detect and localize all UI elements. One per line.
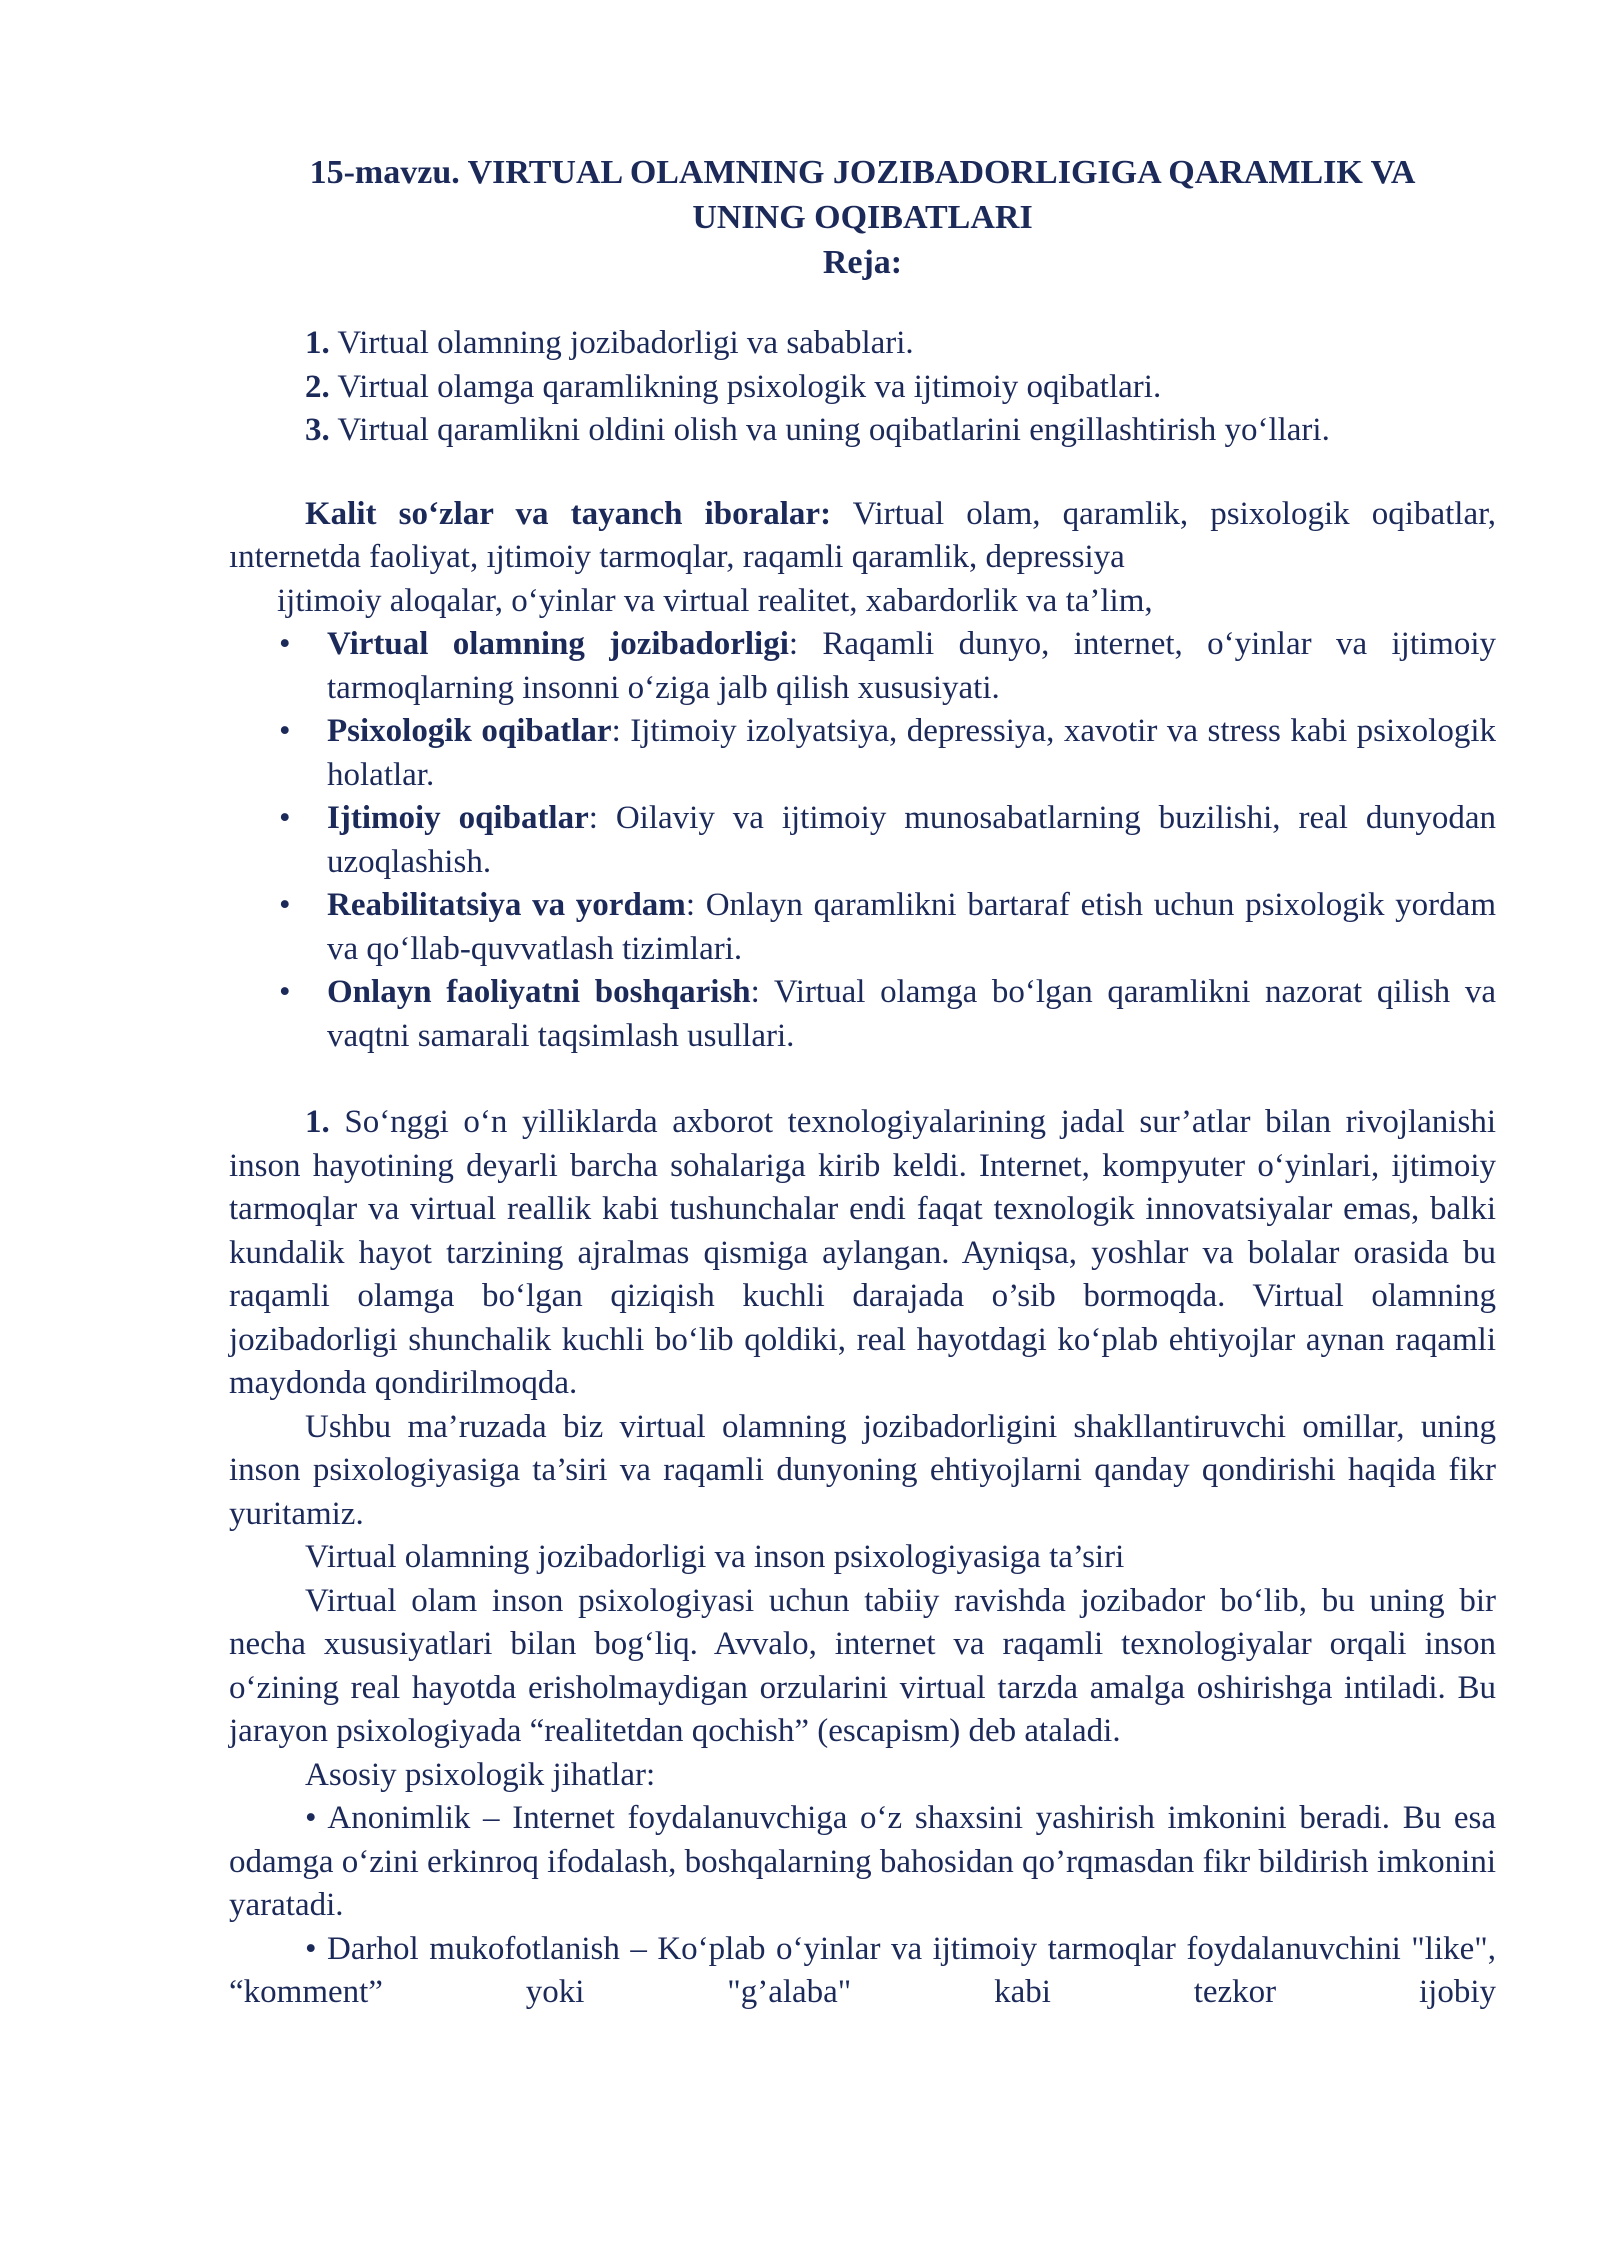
- definition-text: : Onlayn qaramlikni bartaraf etish uchun psixologik yordam va qo‘llab-quvvatlash tizimlari.: [327, 887, 1496, 967]
- definition-item: [229, 623, 1496, 710]
- section-heading: Virtual olamning jozibadorligi va inson psixologiyasiga ta’siri: [305, 1539, 1125, 1575]
- definition-term: Onlayn faoliyatni boshqarish: [327, 974, 751, 1010]
- definition-term: Ijtimoiy oqibatlar: [327, 800, 589, 836]
- plan-item: [305, 322, 1496, 366]
- plan-item: [305, 409, 1496, 453]
- main-body: [229, 1101, 1496, 2015]
- plan-item-number: 3.: [305, 412, 330, 448]
- bullet-icon: •: [279, 887, 291, 923]
- bullet-icon: •: [279, 974, 291, 1010]
- definition-term: Virtual olamning jozibadorligi: [327, 626, 789, 662]
- plan-item: [305, 366, 1496, 410]
- body-paragraph-4: Virtual olam inson psixologiyasi uchun tabiiy ravishda jozibador bo‘lib, bu uning bir necha xususiyatlari bilan bog‘liq. Avvalo, internet va raqamli texnologiyalar orqali inson o‘zining real hayotda erisholmaydigan orzularini virtual tarzda amalga oshirishga intiladi. Bu jarayon psixologiyada “realitetdan qochish” (escapism) deb ataladi.: [229, 1582, 1496, 1749]
- keywords-continuation: ijtimoiy aloqalar, o‘yinlar va virtual realitet, xabardorlik va ta’lim,: [277, 582, 1153, 619]
- section-number: 1.: [305, 1104, 330, 1140]
- definition-item: [229, 797, 1496, 884]
- plan-item-text: Virtual qaramlikni oldini olish va uning oqibatlarini engillashtirish yo‘llari.: [329, 412, 1330, 448]
- keywords-label: Kalit so‘zlar va tayanch iboralar:: [305, 495, 832, 532]
- definition-item: [229, 971, 1496, 1058]
- plan-item-text: Virtual olamga qaramlikning psixologik va ijtimoiy oqibatlari.: [329, 368, 1162, 405]
- definitions-list: [229, 623, 1496, 1058]
- plan-item-number: 2.: [305, 368, 330, 405]
- aspects-heading: Asosiy psixologik jihatlar:: [305, 1756, 656, 1793]
- title-line-1: 15-mavzu. VIRTUAL OLAMNING JOZIBADORLIGIGA QARAMLIK VA: [309, 154, 1416, 191]
- definition-term: Reabilitatsiya va yordam: [327, 887, 686, 923]
- plan-item-text: Virtual olamning jozibadorligi va sabablari.: [329, 325, 914, 361]
- bullet-icon: •: [279, 626, 291, 662]
- keywords-text: Virtual olam, qaramlik, psixologik oqibatlar, ınternetda faoliyat, ıjtimoiy tarmoqlar, raqamli qaramlik, depressiya: [229, 495, 1497, 575]
- bullet-icon: •: [279, 713, 291, 749]
- plan-list: [229, 322, 1496, 453]
- body-paragraph-1: [229, 1101, 1496, 1406]
- title-line-2: UNING OQIBATLARI: [692, 199, 1033, 236]
- plan-heading: Reja:: [822, 244, 903, 281]
- plan-item-number: 1.: [305, 325, 330, 361]
- document-page: [229, 150, 1496, 2015]
- body-paragraph-2: Ushbu ma’ruzada biz virtual olamning jozibadorligini shakllantiruvchi omillar, uning inson psixologiyasiga ta’siri va raqamli dunyoning ehtiyojlarni qanday qondirishi haqida fikr yuritamiz.: [229, 1408, 1496, 1532]
- aspect-anonymity: • Anonimlik – Internet foydalanuvchiga o‘z shaxsini yashirish imkonini beradi. Bu esa odamga o‘zini erkinroq ifodalash, boshqalarning bahosidan qo’rqmasdan fikr bildirish imkonini yaratadi.: [229, 1800, 1496, 1923]
- document-title: [229, 150, 1496, 285]
- definition-text: : Virtual olamga bo‘lgan qaramlikni nazorat qilish va vaqtni samarali taqsimlash usullari.: [327, 974, 1496, 1054]
- definition-text: : Oilaviy va ijtimoiy munosabatlarning buzilishi, real dunyodan uzoqlashish.: [327, 800, 1496, 880]
- definition-term: Psixologik oqibatlar: [327, 713, 612, 749]
- definition-item: [229, 710, 1496, 797]
- bullet-icon: •: [279, 800, 291, 836]
- definition-text: : Raqamli dunyo, internet, o‘yinlar va ijtimoiy tarmoqlarning insonni o‘ziga jalb qilish xususiyati.: [327, 626, 1496, 706]
- aspect-instant-reward: • Darhol mukofotlanish – Ko‘plab o‘yinlar va ijtimoiy tarmoqlar foydalanuvchini "like", “komment” yoki "g’alaba" kabi tezkor ijobiy: [229, 1930, 1496, 2010]
- keywords-paragraph: [229, 493, 1496, 580]
- definition-text: : Ijtimoiy izolyatsiya, depressiya, xavotir va stress kabi psixologik holatlar.: [327, 713, 1497, 793]
- body-paragraph-1-text: So‘nggi o‘n yilliklarda axborot texnologiyalarining jadal sur’atlar bilan rivojlanishi inson hayotining deyarli barcha sohalariga kirib keldi. Internet, kompyuter o‘yinlari, ijtimoiy tarmoqlar va virtual reallik kabi tushunchalar endi faqat texnologik innovatsiyalar emas, balki kundalik hayot tarzining ajralmas qismiga aylangan. Ayniqsa, yoshlar va bolalar orasida bu raqamli olamga bo‘lgan qiziqish kuchli darajada o’sib bormoqda. Virtual olamning jozibadorligi shunchalik kuchli bo‘lib qoldiki, real hayotdagi ko‘plab ehtiyojlar aynan raqamli maydonda qondirilmoqda.: [229, 1104, 1496, 1401]
- definition-item: [229, 884, 1496, 971]
